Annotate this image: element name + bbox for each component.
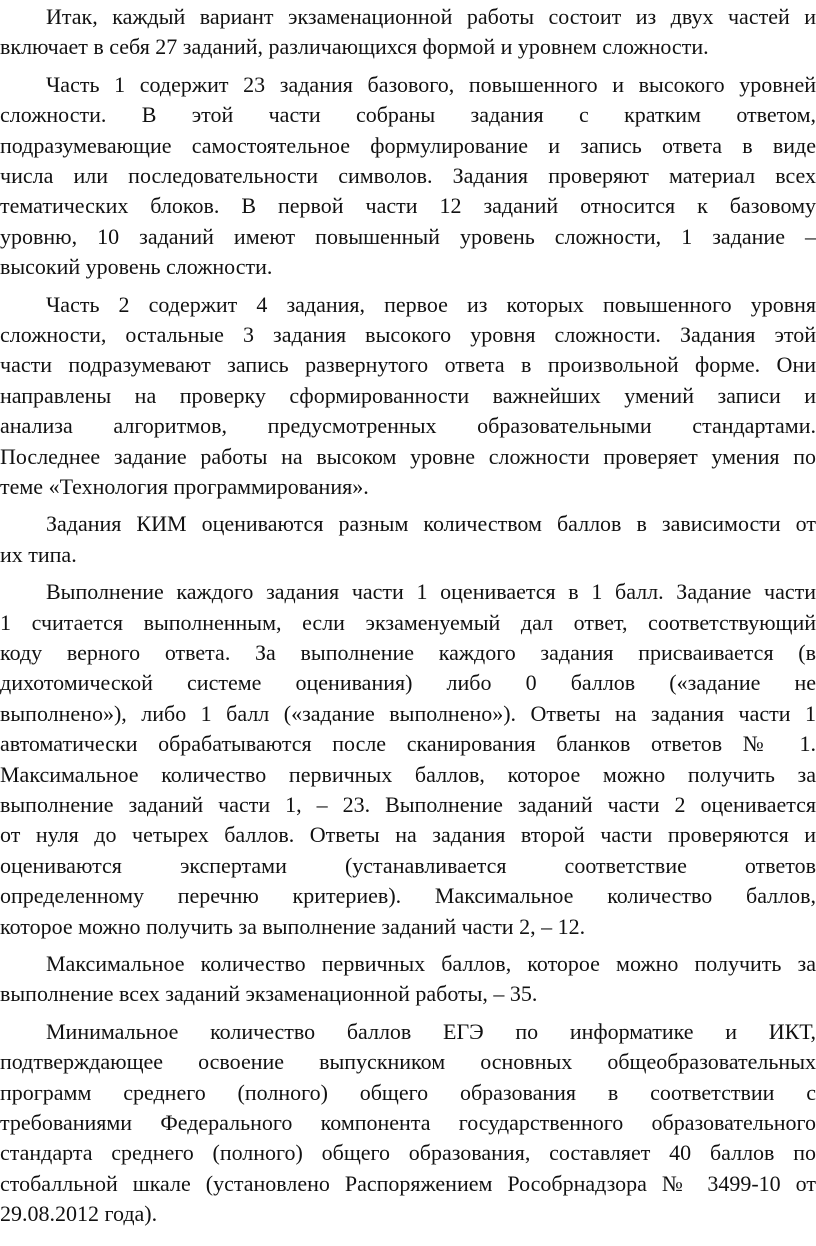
text-line: автоматически обрабатываются после сканирования бланков ответов № 1. [0, 731, 816, 757]
text-line: Итак, каждый вариант экзаменационной работы состоит из двух частей и [46, 4, 816, 29]
text-line: 1 считается выполненным, если экзаменуемый дал ответ, соответствующий [0, 609, 816, 635]
text-line: части подразумевают запись развернутого ответа в произвольной форме. Они [0, 352, 816, 378]
text-line: тематических блоков. В первой части 12 заданий относится к базовому [0, 193, 816, 219]
text-line: которое можно получить за выполнение заданий части 2, – 12. [0, 913, 586, 939]
text-line: Максимальное количество первичных баллов, которое можно получить за [46, 951, 816, 976]
text-line: включает в себя 27 заданий, различающихся формой и уровнем сложности. [0, 34, 709, 60]
text-line: дихотомической системе оценивания) либо 0 баллов («задание не [0, 670, 816, 696]
text-line: Часть 2 содержит 4 задания, первое из которых повышенного уровня [46, 291, 816, 317]
text-line: их типа. [0, 541, 77, 567]
text-line: Часть 1 содержит 23 задания базового, повышенного и высокого уровней [46, 71, 816, 97]
text-line: анализа алгоритмов, предусмотренных образовательными стандартами. [0, 413, 816, 439]
text-line: определенному перечню критериев). Максимальное количество баллов, [0, 883, 816, 909]
text-line: уровню, 10 заданий имеют повышенный уровень сложности, 1 задание – [0, 223, 816, 249]
text-line: числа или последовательности символов. Задания проверяют материал всех [0, 163, 816, 188]
text-line: высокий уровень сложности. [0, 254, 273, 280]
text-line: оцениваются экспертами (устанавливается соответствие ответов [0, 852, 816, 878]
text-line: требованиями Федерального компонента государственного образовательного [0, 1110, 816, 1135]
text-line: выполнено»), либо 1 балл («задание выполнено»). Ответы на задания части 1 [0, 700, 816, 726]
text-line: сложности, остальные 3 задания высокого уровня сложности. Задания этой [0, 322, 816, 347]
text-line: Минимальное количество баллов ЕГЭ по информатике и ИКТ, [46, 1018, 816, 1044]
text-line: направлены на проверку сформированности важнейших умений записи и [0, 382, 816, 408]
text-line: Выполнение каждого задания части 1 оценивается в 1 балл. Задание части [46, 579, 816, 605]
text-line: Задания КИМ оцениваются разным количеством баллов в зависимости от [46, 511, 816, 537]
text-line: подтверждающее освоение выпускником основных общеобразовательных [0, 1049, 816, 1075]
text-line: коду верного ответа. За выполнение каждого задания присваивается (в [0, 640, 816, 665]
text-line: выполнение всех заданий экзаменационной работы, – 35. [0, 981, 538, 1007]
text-line: сложности. В этой части собраны задания с кратким ответом, [0, 102, 816, 128]
text-line: от нуля до четырех баллов. Ответы на задания второй части проверяются и [0, 822, 816, 848]
text-line: Последнее задание работы на высоком уровне сложности проверяет умения по [0, 443, 816, 469]
text-line: стандарта среднего (полного) общего образования, составляет 40 баллов по [0, 1140, 816, 1166]
text-line: стобалльной шкале (установлено Распоряжением Рособрнадзора № 3499-10 от [0, 1170, 816, 1196]
text-line: программ среднего (полного) общего образования в соответствии с [0, 1079, 816, 1105]
text-line: подразумевающие самостоятельное формулирование и запись ответа в виде [0, 132, 816, 158]
text-line: 29.08.2012 года). [0, 1201, 158, 1227]
text-line: выполнение заданий части 1, – 23. Выполнение заданий части 2 оценивается [0, 792, 816, 817]
text-line: Максимальное количество первичных баллов, которое можно получить за [0, 761, 816, 787]
text-line: теме «Технология программирования». [0, 474, 369, 499]
